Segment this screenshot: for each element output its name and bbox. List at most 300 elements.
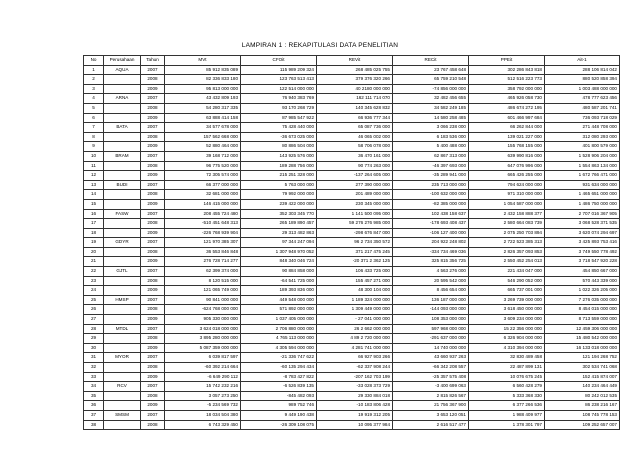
cell-cfo: 2 706 880 000 000 (241, 324, 317, 334)
cell-rec: -3 400 699 063 (393, 382, 469, 392)
cell-cfo: 29 313 482 863 (241, 228, 317, 238)
cell-company (104, 199, 141, 209)
cell-mv: -5 234 569 732 (165, 401, 241, 411)
cell-assets: 736 093 718 029 (545, 113, 620, 123)
cell-ppe: 647 076 996 000 (469, 161, 545, 171)
cell-rev: 36 470 161 000 (317, 151, 393, 161)
cell-rec: 102 438 158 637 (393, 209, 469, 219)
table-row (84, 334, 620, 344)
cell-cfo: 79 992 000 000 (241, 190, 317, 200)
cell-cfo: 93 170 268 729 (241, 103, 317, 113)
cell-rev: - 27 041 000 000 (317, 315, 393, 325)
cell-ppe: 665 737 001 000 (469, 286, 545, 296)
cell-year: 2008 (141, 247, 165, 257)
cell-ppe: 5 333 368 330 (469, 391, 545, 401)
cell-assets: 401 800 579 000 (545, 142, 620, 152)
table-row (84, 103, 620, 113)
cell-rev: 277 390 000 000 (317, 180, 393, 190)
table-row (84, 343, 620, 353)
cell-mv: 6 039 817 597 (165, 353, 241, 363)
cell-cfo: 1 307 948 970 052 (241, 247, 317, 257)
cell-assets: 108 745 778 153 (545, 410, 620, 420)
cell-rev: -33 028 373 729 (317, 382, 393, 392)
cell-rev: 155 457 271 000 (317, 276, 393, 286)
table-row (84, 315, 620, 325)
cell-no: 37 (84, 410, 104, 420)
cell-year: 2009 (141, 228, 165, 238)
cell-year: 2009 (141, 257, 165, 267)
cell-company (104, 363, 141, 373)
header-no: No (84, 56, 104, 66)
cell-year: 2008 (141, 363, 165, 373)
cell-mv: 121 970 385 307 (165, 238, 241, 248)
cell-company (104, 142, 141, 152)
cell-year: 2007 (141, 151, 165, 161)
cell-assets: 12 459 306 000 000 (545, 324, 620, 334)
cell-year: 2009 (141, 401, 165, 411)
cell-no: 3 (84, 84, 104, 94)
table-row (84, 123, 620, 133)
cell-rec: 5 400 488 000 (393, 142, 469, 152)
cell-no: 10 (84, 151, 104, 161)
cell-mv: 54 280 317 335 (165, 103, 241, 113)
cell-rev: 46 065 002 000 (317, 132, 393, 142)
table-row (84, 190, 620, 200)
table-row (84, 391, 620, 401)
cell-rev: 65 087 736 000 (317, 123, 393, 133)
table-row (84, 65, 620, 75)
cell-assets: 8 454 015 000 000 (545, 305, 620, 315)
table-row (84, 75, 620, 85)
cell-rec: -46 397 693 000 (393, 161, 469, 171)
cell-ppe: 139 021 227 000 (469, 132, 545, 142)
table-row (84, 372, 620, 382)
cell-assets: 1 465 651 000 000 (545, 190, 620, 200)
cell-assets: 478 777 623 456 (545, 94, 620, 104)
cell-no: 16 (84, 209, 104, 219)
cell-mv: 15 742 232 216 (165, 382, 241, 392)
cell-company (104, 113, 141, 123)
cell-no: 5 (84, 103, 104, 113)
cell-mv: 66 377 000 000 (165, 180, 241, 190)
cell-cfo: 90 884 858 000 (241, 267, 317, 277)
cell-ppe: 15 22 356 000 000 (469, 324, 545, 334)
cell-rev: 19 919 312 205 (317, 410, 393, 420)
cell-assets: 80 242 012 535 (545, 391, 620, 401)
cell-year: 2009 (141, 171, 165, 181)
cell-company: ARNA (104, 94, 141, 104)
cell-rev: -62 337 908 244 (317, 363, 393, 373)
cell-no: 12 (84, 171, 104, 181)
cell-ppe: 486 674 272 195 (469, 103, 545, 113)
cell-year: 2009 (141, 343, 165, 353)
cell-mv: 72 305 574 000 (165, 171, 241, 181)
table-row (84, 113, 620, 123)
cell-year: 2007 (141, 123, 165, 133)
cell-rev: 140 345 628 832 (317, 103, 393, 113)
table-row (84, 238, 620, 248)
cell-assets: 288 106 814 042 (545, 65, 620, 75)
cell-mv: 6 743 329 450 (165, 420, 241, 430)
cell-cfo: 189 393 836 000 (241, 286, 317, 296)
cell-rev: 96 2 734 350 572 (317, 238, 393, 248)
cell-company: RCV (104, 382, 141, 392)
table-row (84, 267, 620, 277)
cell-cfo: 449 548 000 000 (241, 295, 317, 305)
cell-no: 20 (84, 247, 104, 257)
cell-no: 8 (84, 132, 104, 142)
cell-cfo: 123 763 513 413 (241, 75, 317, 85)
cell-company: SMSM (104, 410, 141, 420)
cell-mv: 905 330 000 000 (165, 315, 241, 325)
cell-ppe: 3 609 234 000 000 (469, 315, 545, 325)
cell-assets: 570 443 339 000 (545, 276, 620, 286)
cell-assets: 121 194 268 752 (545, 353, 620, 363)
cell-rev: 106 433 725 000 (317, 267, 393, 277)
cell-year: 2009 (141, 372, 165, 382)
cell-no: 31 (84, 353, 104, 363)
cell-assets: 7 276 035 000 000 (545, 295, 620, 305)
cell-assets: 3 718 547 920 228 (545, 257, 620, 267)
table-row (84, 142, 620, 152)
cell-cfo: 76 940 383 769 (241, 94, 317, 104)
cell-rec: -74 856 000 000 (393, 84, 469, 94)
cell-year: 2009 (141, 84, 165, 94)
cell-rec: 34 582 249 185 (393, 103, 469, 113)
cell-rec: -144 093 000 000 (393, 305, 469, 315)
cell-year: 2007 (141, 94, 165, 104)
cell-no: 25 (84, 295, 104, 305)
cell-rec: 204 922 248 802 (393, 238, 469, 248)
cell-rec: -25 357 575 408 (393, 372, 469, 382)
cell-cfo: 571 892 000 000 (241, 305, 317, 315)
cell-assets: 312 080 293 000 (545, 132, 620, 142)
cell-rec: 3 653 120 051 (393, 410, 469, 420)
header-year: Tahun (141, 56, 165, 66)
cell-no: 15 (84, 199, 104, 209)
cell-ppe: 1 988 409 977 (469, 410, 545, 420)
cell-mv: 157 562 668 000 (165, 132, 241, 142)
cell-assets: 931 634 000 000 (545, 180, 620, 190)
cell-company (104, 420, 141, 430)
cell-mv: 90 841 000 000 (165, 295, 241, 305)
cell-ppe: 6 377 266 536 (469, 401, 545, 411)
cell-rev: 230 345 000 000 (317, 199, 393, 209)
cell-rec: 65 759 210 548 (393, 75, 469, 85)
cell-rev: -20 371 2 362 125 (317, 257, 393, 267)
cell-ppe: 1 054 587 000 000 (469, 199, 545, 209)
cell-assets: 2 707 016 367 905 (545, 209, 620, 219)
cell-assets: 1 022 326 205 000 (545, 286, 620, 296)
cell-mv: 52 880 464 000 (165, 142, 241, 152)
cell-cfo: 75 428 440 000 (241, 123, 317, 133)
cell-year: 2007 (141, 295, 165, 305)
cell-rev: 66 936 777 344 (317, 113, 393, 123)
cell-no: 22 (84, 267, 104, 277)
table-row (84, 382, 620, 392)
cell-rec: 14 580 258 485 (393, 113, 469, 123)
cell-no: 6 (84, 113, 104, 123)
cell-mv: 96 775 520 000 (165, 161, 241, 171)
cell-mv: -60 392 214 664 (165, 363, 241, 373)
table-row (84, 132, 620, 142)
table-row (84, 295, 620, 305)
cell-ppe: 546 290 052 000 (469, 276, 545, 286)
cell-rec: -35 289 941 000 (393, 171, 469, 181)
cell-assets: 880 520 858 394 (545, 75, 620, 85)
cell-ppe: 601 466 997 684 (469, 113, 545, 123)
cell-rev: 4 89 2 720 000 000 (317, 334, 393, 344)
cell-company (104, 315, 141, 325)
cell-rev: 379 376 320 266 (317, 75, 393, 85)
cell-cfo: 143 925 576 000 (241, 151, 317, 161)
cell-mv: 5 087 359 000 000 (165, 343, 241, 353)
cell-company (104, 391, 141, 401)
table-row (84, 305, 620, 315)
cell-company: HMSP (104, 295, 141, 305)
cell-company: GDYR (104, 238, 141, 248)
cell-rec: 6 183 536 000 (393, 132, 469, 142)
cell-no: 17 (84, 219, 104, 229)
cell-company (104, 228, 141, 238)
cell-rev: 1 309 449 000 000 (317, 305, 393, 315)
cell-assets: 3 425 893 753 416 (545, 238, 620, 248)
cell-assets: 302 534 741 068 (545, 363, 620, 373)
cell-cfo: 87 985 547 922 (241, 113, 317, 123)
cell-company: MYOR (104, 353, 141, 363)
page-title: LAMPIRAN 1 : REKAPITULASI DATA PENELITIAN (241, 42, 399, 49)
cell-rev: 66 927 903 266 (317, 353, 393, 363)
cell-mv: 3 624 018 000 000 (165, 324, 241, 334)
cell-no: 34 (84, 382, 104, 392)
cell-company: BATA (104, 123, 141, 133)
cell-mv: 39 168 712 000 (165, 151, 241, 161)
cell-company (104, 247, 141, 257)
cell-no: 32 (84, 363, 104, 373)
cell-mv: 208 455 724 480 (165, 209, 241, 219)
cell-year: 2008 (141, 276, 165, 286)
cell-assets: 1 486 750 000 000 (545, 199, 620, 209)
cell-ppe: 3 618 450 000 000 (469, 305, 545, 315)
cell-rec: 43 660 937 263 (393, 353, 469, 363)
cell-assets: 3 749 550 778 492 (545, 247, 620, 257)
cell-mv: -226 768 939 904 (165, 228, 241, 238)
cell-cfo: -845 482 093 (241, 391, 317, 401)
cell-ppe: 639 990 816 000 (469, 151, 545, 161)
cell-mv: 62 399 374 000 (165, 267, 241, 277)
cell-ppe: 665 426 255 000 (469, 171, 545, 181)
cell-mv: 8 120 515 000 (165, 276, 241, 286)
cell-cfo: 4 305 594 000 000 (241, 343, 317, 353)
cell-company (104, 132, 141, 142)
cell-mv: 63 888 414 158 (165, 113, 241, 123)
cell-ppe: 4 310 394 000 000 (469, 343, 545, 353)
cell-rev: -137 264 605 000 (317, 171, 393, 181)
cell-assets: 152 415 874 007 (545, 372, 620, 382)
cell-company: FASW (104, 209, 141, 219)
cell-assets: 8 713 559 000 000 (545, 315, 620, 325)
cell-ppe: 10 076 675 245 (469, 372, 545, 382)
cell-ppe: 971 310 000 000 (469, 190, 545, 200)
cell-no: 9 (84, 142, 104, 152)
cell-rec: 108 353 000 000 (393, 315, 469, 325)
cell-rec: 4 563 276 000 (393, 267, 469, 277)
cell-mv: 34 577 678 000 (165, 123, 241, 133)
cell-rev: 268 485 025 755 (317, 65, 393, 75)
header-cfo: CFOit (241, 56, 317, 66)
cell-rec: 235 713 000 000 (393, 180, 469, 190)
cell-rec: 8 456 654 000 (393, 286, 469, 296)
cell-rec: 3 066 238 000 (393, 123, 469, 133)
cell-company (104, 75, 141, 85)
cell-ppe: 2 722 523 385 313 (469, 238, 545, 248)
cell-mv: -510 451 648 313 (165, 219, 241, 229)
table-row (84, 276, 620, 286)
cell-no: 4 (84, 94, 104, 104)
cell-cfo: 265 189 890 457 (241, 219, 317, 229)
cell-company: BUDI (104, 180, 141, 190)
cell-rev: 201 489 000 000 (317, 190, 393, 200)
cell-cfo: -6 526 839 135 (241, 382, 317, 392)
cell-rev: 59 276 276 985 000 (317, 219, 393, 229)
cell-company (104, 171, 141, 181)
cell-assets: 454 850 667 000 (545, 267, 620, 277)
cell-cfo: -21 336 747 622 (241, 353, 317, 363)
cell-year: 2008 (141, 334, 165, 344)
cell-ppe: 2 075 250 703 894 (469, 228, 545, 238)
cell-no: 7 (84, 123, 104, 133)
cell-cfo: 239 422 000 000 (241, 199, 317, 209)
table-row (84, 151, 620, 161)
cell-year: 2008 (141, 75, 165, 85)
cell-no: 24 (84, 286, 104, 296)
cell-year: 2008 (141, 190, 165, 200)
cell-company: BRAM (104, 151, 141, 161)
cell-year: 2009 (141, 113, 165, 123)
cell-rev: 162 111 714 070 (317, 94, 393, 104)
cell-assets: 271 448 708 000 (545, 123, 620, 133)
cell-cfo: 848 340 046 724 (241, 257, 317, 267)
cell-rev: -207 162 703 199 (317, 372, 393, 382)
cell-ppe: 22 487 899 131 (469, 363, 545, 373)
cell-rev: 48 300 104 000 (317, 286, 393, 296)
cell-company (104, 219, 141, 229)
cell-assets: 3 620 074 294 697 (545, 228, 620, 238)
table-row (84, 219, 620, 229)
cell-company (104, 103, 141, 113)
cell-company (104, 276, 141, 286)
cell-no: 33 (84, 372, 104, 382)
cell-assets: 86 238 216 167 (545, 401, 620, 411)
cell-company: AQUA (104, 65, 141, 75)
header-rec: RECit (393, 56, 469, 66)
cell-rec: -66 342 208 557 (393, 363, 469, 373)
table-row (84, 324, 620, 334)
table-row (84, 363, 620, 373)
cell-company (104, 305, 141, 315)
cell-company (104, 343, 141, 353)
cell-assets: 1 528 906 204 000 (545, 151, 620, 161)
cell-rec: -334 734 469 036 (393, 247, 469, 257)
cell-mv: 43 432 809 193 (165, 94, 241, 104)
cell-rev: -10 183 806 428 (317, 401, 393, 411)
cell-no: 29 (84, 334, 104, 344)
cell-ppe: 794 624 000 000 (469, 180, 545, 190)
cell-assets: 15 480 542 000 000 (545, 334, 620, 344)
cell-year: 2007 (141, 267, 165, 277)
cell-rec: 597 968 000 000 (393, 324, 469, 334)
cell-rec: 14 740 000 000 (393, 343, 469, 353)
cell-ppe: 6 560 428 279 (469, 382, 545, 392)
cell-assets: 16 133 018 000 000 (545, 343, 620, 353)
cell-no: 13 (84, 180, 104, 190)
header-row (84, 56, 620, 66)
header-assets: Ait-1 (545, 56, 620, 66)
cell-rec: -291 637 000 000 (393, 334, 469, 344)
table-row (84, 94, 620, 104)
cell-assets: 140 234 464 449 (545, 382, 620, 392)
cell-year: 2008 (141, 391, 165, 401)
cell-mv: 82 336 833 180 (165, 75, 241, 85)
cell-cfo: -64 541 725 000 (241, 276, 317, 286)
cell-year: 2007 (141, 353, 165, 363)
cell-ppe: 302 286 843 818 (469, 65, 545, 75)
cell-cfo: -8 783 427 822 (241, 372, 317, 382)
table-row (84, 410, 620, 420)
cell-cfo: -26 309 108 075 (241, 420, 317, 430)
cell-no: 1 (84, 65, 104, 75)
cell-ppe: 1 378 301 797 (469, 420, 545, 430)
cell-year: 2008 (141, 161, 165, 171)
cell-company (104, 84, 141, 94)
cell-rev: 90 774 263 000 (317, 161, 393, 171)
cell-cfo: -36 673 025 000 (241, 132, 317, 142)
cell-mv: 95 813 000 000 (165, 84, 241, 94)
cell-mv: 18 034 504 380 (165, 410, 241, 420)
cell-cfo: 4 765 113 000 000 (241, 334, 317, 344)
cell-no: 11 (84, 161, 104, 171)
table-row (84, 161, 620, 171)
cell-ppe: 512 516 223 773 (469, 75, 545, 85)
table-row (84, 180, 620, 190)
cell-rec: -178 693 408 437 (393, 219, 469, 229)
table-row (84, 247, 620, 257)
header-ppe: PPEit (469, 56, 545, 66)
cell-year: 2007 (141, 382, 165, 392)
recap-table (83, 55, 620, 430)
cell-mv: -624 768 000 000 (165, 305, 241, 315)
cell-no: 35 (84, 391, 104, 401)
cell-no: 14 (84, 190, 104, 200)
cell-cfo: 215 251 328 000 (241, 171, 317, 181)
table-row (84, 286, 620, 296)
cell-rev: -298 676 847 000 (317, 228, 393, 238)
cell-assets: 1 003 488 000 000 (545, 84, 620, 94)
cell-assets: 1 672 766 471 000 (545, 171, 620, 181)
cell-no: 23 (84, 276, 104, 286)
cell-cfo: 122 514 000 000 (241, 84, 317, 94)
cell-company: GJTL (104, 267, 141, 277)
cell-cfo: 5 763 000 000 (241, 180, 317, 190)
table-row (84, 353, 620, 363)
cell-cfo: 189 288 756 000 (241, 161, 317, 171)
cell-ppe: 358 792 000 000 (469, 84, 545, 94)
cell-mv: 85 912 835 089 (165, 65, 241, 75)
cell-year: 2007 (141, 324, 165, 334)
cell-company (104, 257, 141, 267)
cell-cfo: 352 303 345 770 (241, 209, 317, 219)
table-row (84, 257, 620, 267)
